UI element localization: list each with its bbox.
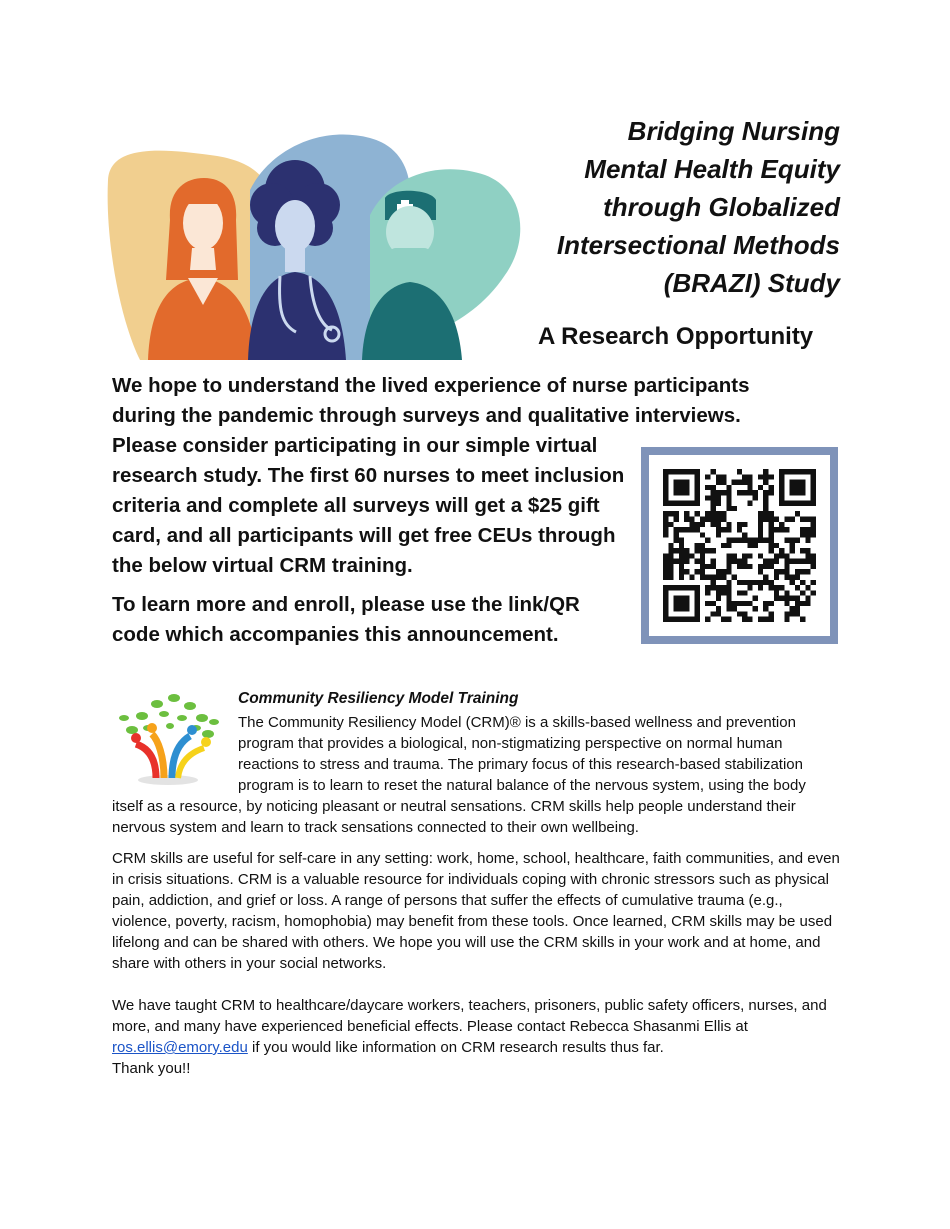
contact-paragraph (112, 995, 842, 1079)
contact-after-link: if you would like information on CRM research results thus far. (247, 1039, 664, 1056)
title-line: Mental Health Equity (584, 154, 840, 184)
subtitle: A Research Opportunity (538, 323, 814, 350)
qr-code-icon (663, 469, 816, 622)
enroll-paragraph: To learn more and enroll, please use the link/QR code which accompanies this announcement. (112, 593, 580, 646)
title-line: Bridging Nursing (627, 116, 840, 146)
crm-line: program is to learn to reset the natural balance of the nervous system, using the body (238, 777, 806, 794)
intro-line: We hope to understand the lived experience of nurse participants (112, 374, 750, 397)
crm-usage-paragraph (112, 848, 842, 974)
title-line: Intersectional Methods (556, 230, 840, 260)
intro-line: during the pandemic through surveys and qualitative interviews. (112, 404, 741, 427)
crm-rest: itself as a resource, by noticing pleasant or neutral sensations. CRM skills help people understand their nervous system and learn to track sensations connected to their own wellbeing. (112, 798, 796, 836)
crm-usage-text: CRM skills are useful for self-care in any setting: work, home, school, healthcare, faith communities, and even in crisis situations. CRM is a valuable resource for individuals coping with chronic stressors such as physical pain, addiction, and grief or loss. A range of persons that suffer the effects of cumulative trauma (e.g., violence, poverty, racism, homophobia) may benefit from these tools. Once learned, CRM skills may be used lifelong and can be shared with others. We hope you will use the CRM skills in your work and at home, and share with others in your social networks. (112, 850, 840, 972)
thanks-text: Thank you!! (112, 1060, 191, 1077)
contact-text (112, 995, 842, 1058)
email-link[interactable]: ros.ellis@emory.edu (112, 1039, 248, 1056)
crm-paragraph (112, 712, 840, 838)
crm-line: program that provides a biological, non-stigmatizing perspective on normal human (238, 735, 783, 752)
crm-line: reactions to stress and trauma. The primary focus of this research-based stabilization (238, 756, 803, 773)
crm-heading: Community Resiliency Model Training (238, 690, 519, 707)
title-line: through Globalized (603, 192, 840, 222)
qr-code[interactable] (641, 447, 838, 644)
contact-before-link: We have taught CRM to healthcare/daycare workers, teachers, prisoners, public safety officers, nurses, and more, and many have experienced beneficial effects. Please contact Rebecca Shasanmi Ellis at (112, 997, 827, 1035)
nurses-illustration-icon (100, 120, 525, 360)
crm-line: The Community Resiliency Model (CRM)® is a skills-based wellness and prevention (238, 714, 796, 731)
study-title (520, 112, 840, 302)
intro-paragraph: Please consider participating in our simple virtual research study. The first 60 nurses to meet inclusion criteria and complete all surveys will get a $25 gift card, and all participants will get free CEUs through the below virtual CRM training. (112, 434, 625, 577)
title-line: (BRAZI) Study (663, 268, 840, 298)
